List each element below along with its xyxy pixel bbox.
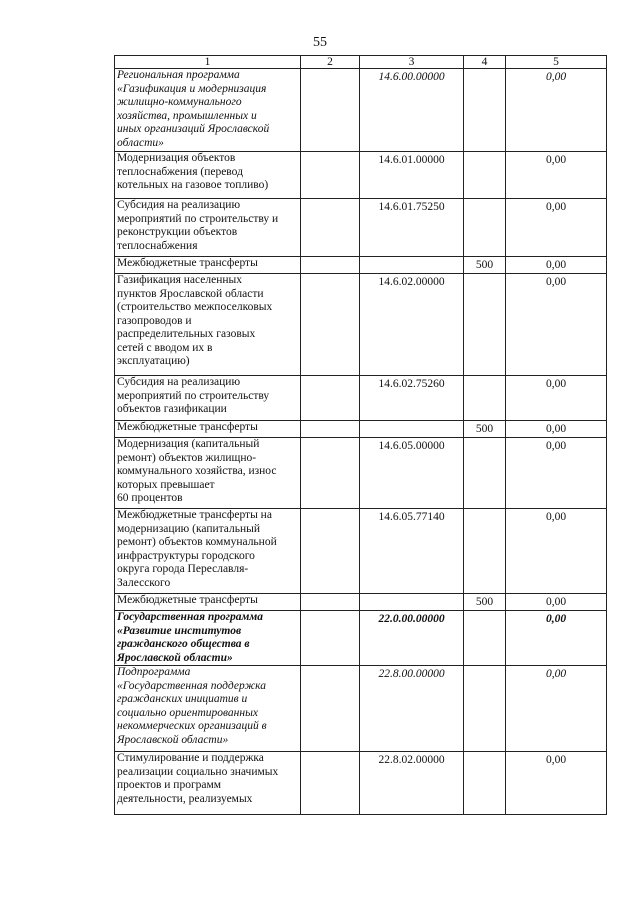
row-amount-cell: 0,00 [506,421,607,438]
table-row [115,421,607,438]
row-col2-cell [301,274,360,376]
row-code-cell: 14.6.02.75260 [360,376,464,421]
table-row [115,274,607,376]
column-header: 3 [360,56,464,69]
row-name-cell: Подпрограмма «Государственная поддержка гражданских инициатив и социально ориентированных некоммерческих организаций в Ярославской области» [115,666,301,752]
row-col2-cell [301,421,360,438]
row-code-cell: 22.8.02.00000 [360,752,464,815]
row-col2-cell [301,69,360,152]
row-amount-cell: 0,00 [506,594,607,611]
row-name-cell: Газификация населенных пунктов Ярославской области (строительство межпоселковых газопроводов и распределительных газовых сетей с вводом их в эксплуатацию) [115,274,301,376]
row-code-cell: 14.6.02.00000 [360,274,464,376]
row-amount-cell: 0,00 [506,152,607,199]
row-code-cell: 22.8.00.00000 [360,666,464,752]
row-col2-cell [301,752,360,815]
row-name-cell: Межбюджетные трансферты на модернизацию (капитальный ремонт) объектов коммунальной инфраструктуры городского округа города Переславля- Залесского [115,509,301,594]
row-col2-cell [301,376,360,421]
table-body [115,56,607,815]
row-code-cell [360,257,464,274]
row-amount-cell: 0,00 [506,752,607,815]
row-col2-cell [301,257,360,274]
row-amount-cell: 0,00 [506,69,607,152]
row-code-cell: 14.6.05.77140 [360,509,464,594]
row-recipient-cell: 500 [464,421,506,438]
row-name-cell: Стимулирование и поддержка реализации социально значимых проектов и программ деятельности, реализуемых [115,752,301,815]
row-recipient-cell: 500 [464,257,506,274]
table-row [115,752,607,815]
column-header: 5 [506,56,607,69]
row-code-cell: 14.6.00.00000 [360,69,464,152]
column-header: 2 [301,56,360,69]
row-col2-cell [301,509,360,594]
row-code-cell: 14.6.01.00000 [360,152,464,199]
row-name-cell: Межбюджетные трансферты [115,421,301,438]
row-code-cell: 22.0.00.00000 [360,611,464,666]
row-amount-cell: 0,00 [506,376,607,421]
row-amount-cell: 0,00 [506,199,607,257]
row-col2-cell [301,666,360,752]
row-amount-cell: 0,00 [506,274,607,376]
row-recipient-cell [464,152,506,199]
row-col2-cell [301,199,360,257]
row-name-cell: Субсидия на реализацию мероприятий по строительству и реконструкции объектов теплоснабжения [115,199,301,257]
row-code-cell [360,594,464,611]
table-row [115,257,607,274]
table-row [115,594,607,611]
row-name-cell: Межбюджетные трансферты [115,257,301,274]
row-col2-cell [301,611,360,666]
row-recipient-cell [464,376,506,421]
table-row [115,69,607,152]
row-col2-cell [301,152,360,199]
row-recipient-cell [464,199,506,257]
row-amount-cell: 0,00 [506,509,607,594]
table-row [115,509,607,594]
row-name-cell: Государственная программа «Развитие институтов гражданского общества в Ярославской области» [115,611,301,666]
row-name-cell: Региональная программа «Газификация и модернизация жилищно-коммунального хозяйства, промышленных и иных организаций Ярославской области» [115,69,301,152]
page-number: 55 [313,35,327,50]
row-recipient-cell [464,509,506,594]
table-header-row [115,56,607,69]
row-recipient-cell [464,274,506,376]
row-name-cell: Модернизация объектов теплоснабжения (перевод котельных на газовое топливо) [115,152,301,199]
budget-table [114,55,607,815]
column-header: 4 [464,56,506,69]
row-recipient-cell [464,666,506,752]
table-row [115,199,607,257]
row-name-cell: Межбюджетные трансферты [115,594,301,611]
row-amount-cell: 0,00 [506,257,607,274]
row-amount-cell: 0,00 [506,438,607,509]
table-row [115,611,607,666]
table-row [115,152,607,199]
row-recipient-cell [464,611,506,666]
row-name-cell: Субсидия на реализацию мероприятий по строительству объектов газификации [115,376,301,421]
row-col2-cell [301,594,360,611]
row-name-cell: Модернизация (капитальный ремонт) объектов жилищно- коммунального хозяйства, износ которых превышает 60 процентов [115,438,301,509]
row-recipient-cell: 500 [464,594,506,611]
table-row [115,666,607,752]
row-amount-cell: 0,00 [506,611,607,666]
column-header: 1 [115,56,301,69]
row-recipient-cell [464,69,506,152]
row-col2-cell [301,438,360,509]
row-recipient-cell [464,752,506,815]
row-code-cell: 14.6.05.00000 [360,438,464,509]
row-code-cell [360,421,464,438]
row-amount-cell: 0,00 [506,666,607,752]
table-row [115,438,607,509]
row-code-cell: 14.6.01.75250 [360,199,464,257]
table-row [115,376,607,421]
row-recipient-cell [464,438,506,509]
